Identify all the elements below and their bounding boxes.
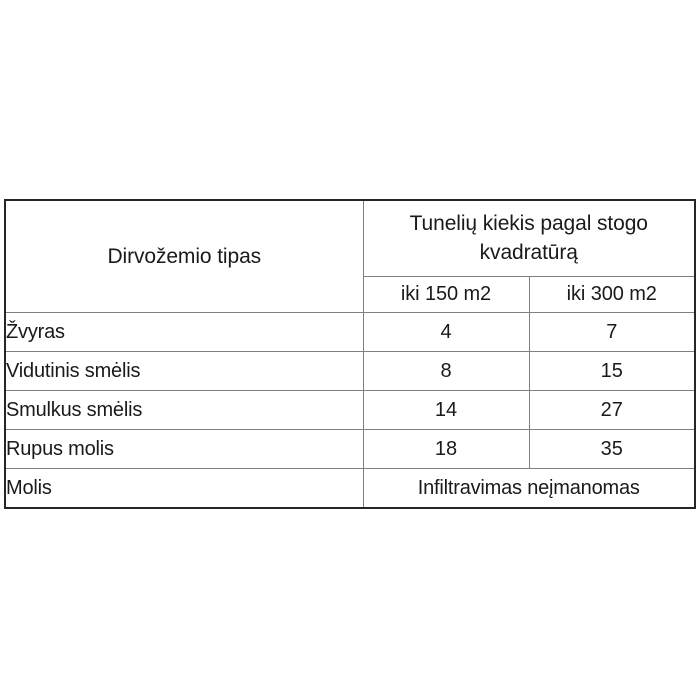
table-body [5,313,695,509]
cell-value-300: 15 [529,352,695,391]
cell-soil-type: Rupus molis [5,430,363,469]
cell-value-300: 7 [529,313,695,352]
cell-soil-type: Molis [5,469,363,509]
table-row [5,313,695,352]
cell-value-150: 14 [363,391,529,430]
cell-value-300: 27 [529,391,695,430]
table-row [5,469,695,509]
header-up-to-150: iki 150 m2 [363,277,529,313]
cell-soil-type: Žvyras [5,313,363,352]
table-header [5,200,695,313]
header-row-primary [5,200,695,277]
cell-value-150: 8 [363,352,529,391]
soil-tunnel-table [4,199,696,509]
table-row [5,391,695,430]
cell-infiltration-note: Infiltravimas neįmanomas [363,469,695,509]
header-up-to-300: iki 300 m2 [529,277,695,313]
header-soil-type: Dirvožemio tipas [5,200,363,313]
table-row [5,430,695,469]
cell-soil-type: Smulkus smėlis [5,391,363,430]
header-tunnel-count-group: Tunelių kiekis pagal stogo kvadratūrą [363,200,695,277]
cell-soil-type: Vidutinis smėlis [5,352,363,391]
cell-value-150: 4 [363,313,529,352]
cell-value-300: 35 [529,430,695,469]
table-row [5,352,695,391]
cell-value-150: 18 [363,430,529,469]
soil-tunnel-table-container [4,199,694,509]
